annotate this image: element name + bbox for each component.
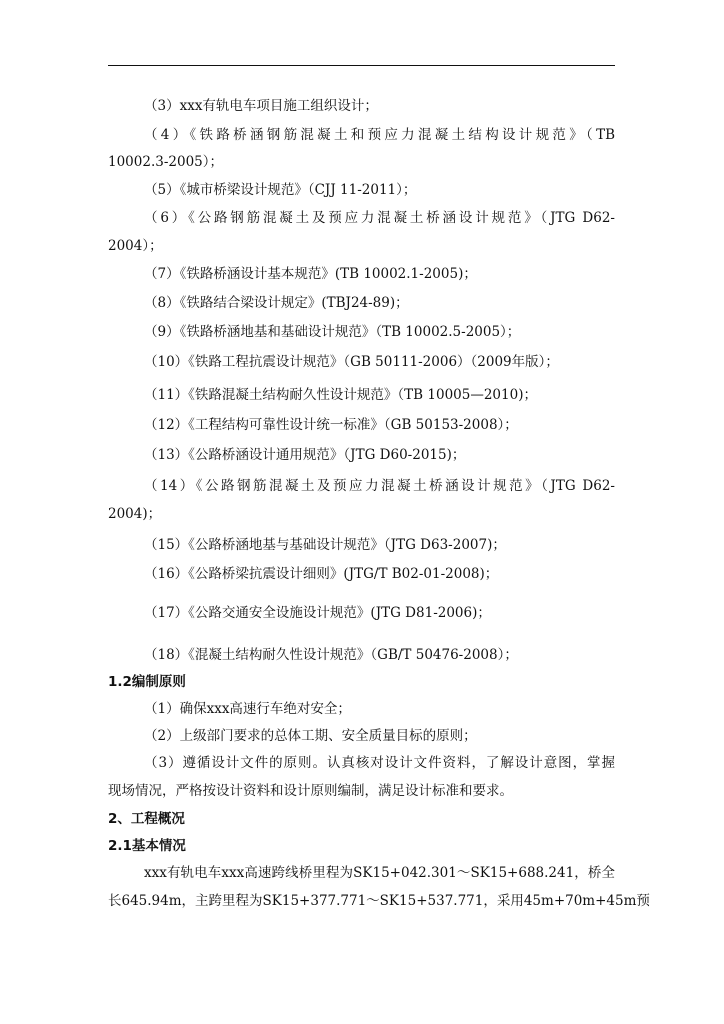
principle-item-continuation: 现场情况，严格按设计资料和设计原则编制，满足设计标准和要求。 [108,783,513,799]
reference-item-continuation: 10002.3-2005）； [108,154,223,170]
reference-item: （9）《铁路桥涵地基和基础设计规范》（TB 10002.5-2005）； [144,324,521,340]
principle-item: （1）确保xxx高速行车绝对安全； [144,701,351,717]
reference-item: （8）《铁路结合梁设计规定》(TBJ24-89)； [144,295,409,311]
section-heading: 2.1基本情况 [108,838,186,854]
principle-item: （2）上级部门要求的总体工期、安全质量目标的原则； [144,728,477,744]
chapter-heading: 2、工程概况 [108,811,185,827]
reference-item: （18）《混凝土结构耐久性设计规范》（GB/T 50476-2008）； [144,647,518,663]
reference-item: （6）《公路钢筋混凝土及预应力混凝土桥涵设计规范》（JTG D62- [144,210,615,226]
reference-item: （4）《铁路桥涵钢筋混凝土和预应力混凝土结构设计规范》（TB [144,127,615,143]
reference-item: （13）《公路桥涵设计通用规范》（JTG D60-2015)； [144,447,466,463]
reference-item: （14）《公路钢筋混凝土及预应力混凝土桥涵设计规范》（JTG D62- [144,478,615,494]
reference-item: （12）《工程结构可靠性设计统一标准》（GB 50153-2008）； [144,417,518,433]
reference-item-continuation: 2004)； [108,506,162,522]
reference-item: （7）《铁路桥涵设计基本规范》(TB 10002.1-2005)； [144,266,477,282]
body-paragraph-line: 长645.94m，主跨里程为SK15+377.771～SK15+537.771，采用45m+70m+45m预 [108,893,650,909]
principle-item: （3）遵循设计文件的原则。认真核对设计文件资料，了解设计意图，掌握 [144,755,615,771]
reference-item: （10）《铁路工程抗震设计规范》（GB 50111-2006）（2009年版）； [144,354,559,370]
reference-item: （16）《公路桥梁抗震设计细则》(JTG/T B02-01-2008)； [144,566,499,582]
section-heading: 1.2编制原则 [108,674,186,690]
reference-item: （5）《城市桥梁设计规范》（CJJ 11-2011）； [144,182,417,198]
header-rule [108,65,615,66]
reference-item-continuation: 2004）； [108,238,163,254]
reference-item: （11）《铁路混凝土结构耐久性设计规范》（TB 10005—2010)； [144,387,537,403]
reference-item: （17）《公路交通安全设施设计规范》(JTG D81-2006)； [144,605,491,621]
reference-item: （15）《公路桥涵地基与基础设计规范》（JTG D63-2007)； [144,537,506,553]
body-paragraph-line: xxx有轨电车xxx高速跨线桥里程为SK15+042.301～SK15+688.241，桥全 [144,865,615,881]
reference-item: （3）xxx有轨电车项目施工组织设计； [144,98,378,114]
